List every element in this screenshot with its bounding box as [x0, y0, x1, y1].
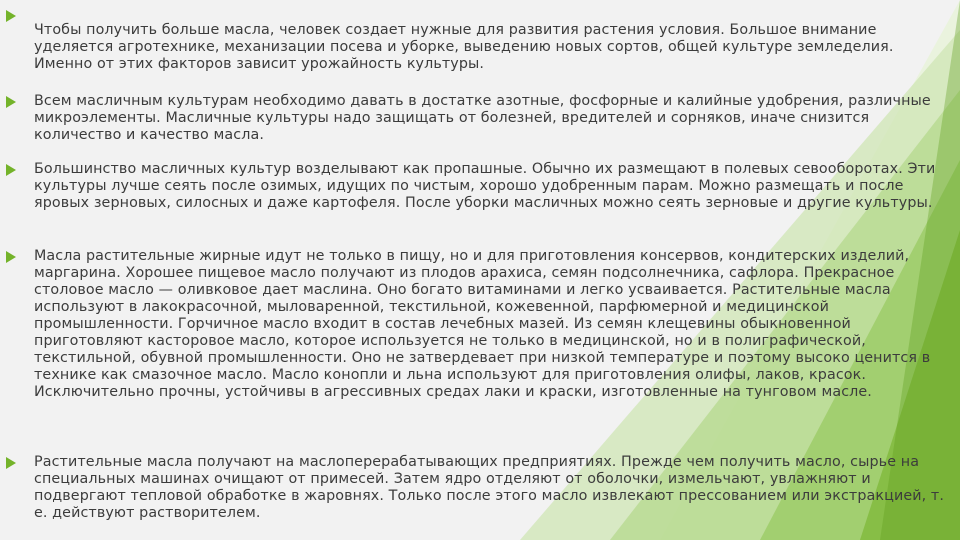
triangle-bullet-icon [6, 251, 16, 263]
bullet-text: Масла растительные жирные идут не только в пищу, но и для приготовления консервов, кондитерских изделий, маргарина. Хорошее пищевое масло получают из плодов арахиса, семян подсолнечника, сафлора. Прекрасное столовое масло — оливковое дает маслина. Оно богато витаминами и легко усваивается. Растительные масла используют в лакокрасочной, мыловаренной, текстильной, кожевенной, парфюмерной и медицинской промышленности. Горчичное масло входит в состав лечебных мазей. Из семян клещевины обыкновенной приготовляют касторовое масло, которое используется не только в медицинской, но и в полиграфической, текстильной, обувной промышленности. Оно не затвердевает при низкой температуре и поэтому высоко ценится в технике как смазочное масло. Масло конопли и льна используют для приготовления олифы, лаков, красок. Исключительно прочны, устойчивы в агрессивных средах лаки и краски, изготовленные на тунговом масле. [34, 248, 931, 400]
bullet-text: Чтобы получить больше масла, человек создает нужные для развития растения условия. Большое внимание уделяется агротехнике, механизации посева и уборке, выведению новых сортов, общей культуре земледелия. Именно от этих факторов зависит урожайность культуры. [34, 22, 894, 72]
bullet-text: Всем масличным культурам необходимо давать в достатке азотные, фосфорные и калийные удобрения, различные микроэлементы. Масличные культуры надо защищать от болезней, вредителей и сорняков, иначе снизится количество и качество масла. [34, 93, 931, 143]
bullet-text: Большинство масличных культур возделывают как пропашные. Обычно их размещают в полевых севооборотах. Эти культуры лучше сеять после озимых, идущих по чистым, хорошо удобренным парам. Можно размещать и после яровых зерновых, силосных и даже картофеля. После уборки масличных можно сеять зерновые и другие культуры. [34, 161, 936, 211]
triangle-bullet-icon [6, 164, 16, 176]
bullet-text: Растительные масла получают на маслоперерабатывающих предприятиях. Прежде чем получить масло, сырье на специальных машинах очищают от примесей. Затем ядро отделяют от оболочки, измельчают, увлажняют и подвергают тепловой обработке в жаровнях. Только после этого масло извлекают прессованием или экстракцией, т. е. действуют растворителем. [34, 454, 944, 521]
triangle-bullet-icon [6, 10, 16, 22]
triangle-bullet-icon [6, 457, 16, 469]
triangle-bullet-icon [6, 96, 16, 108]
